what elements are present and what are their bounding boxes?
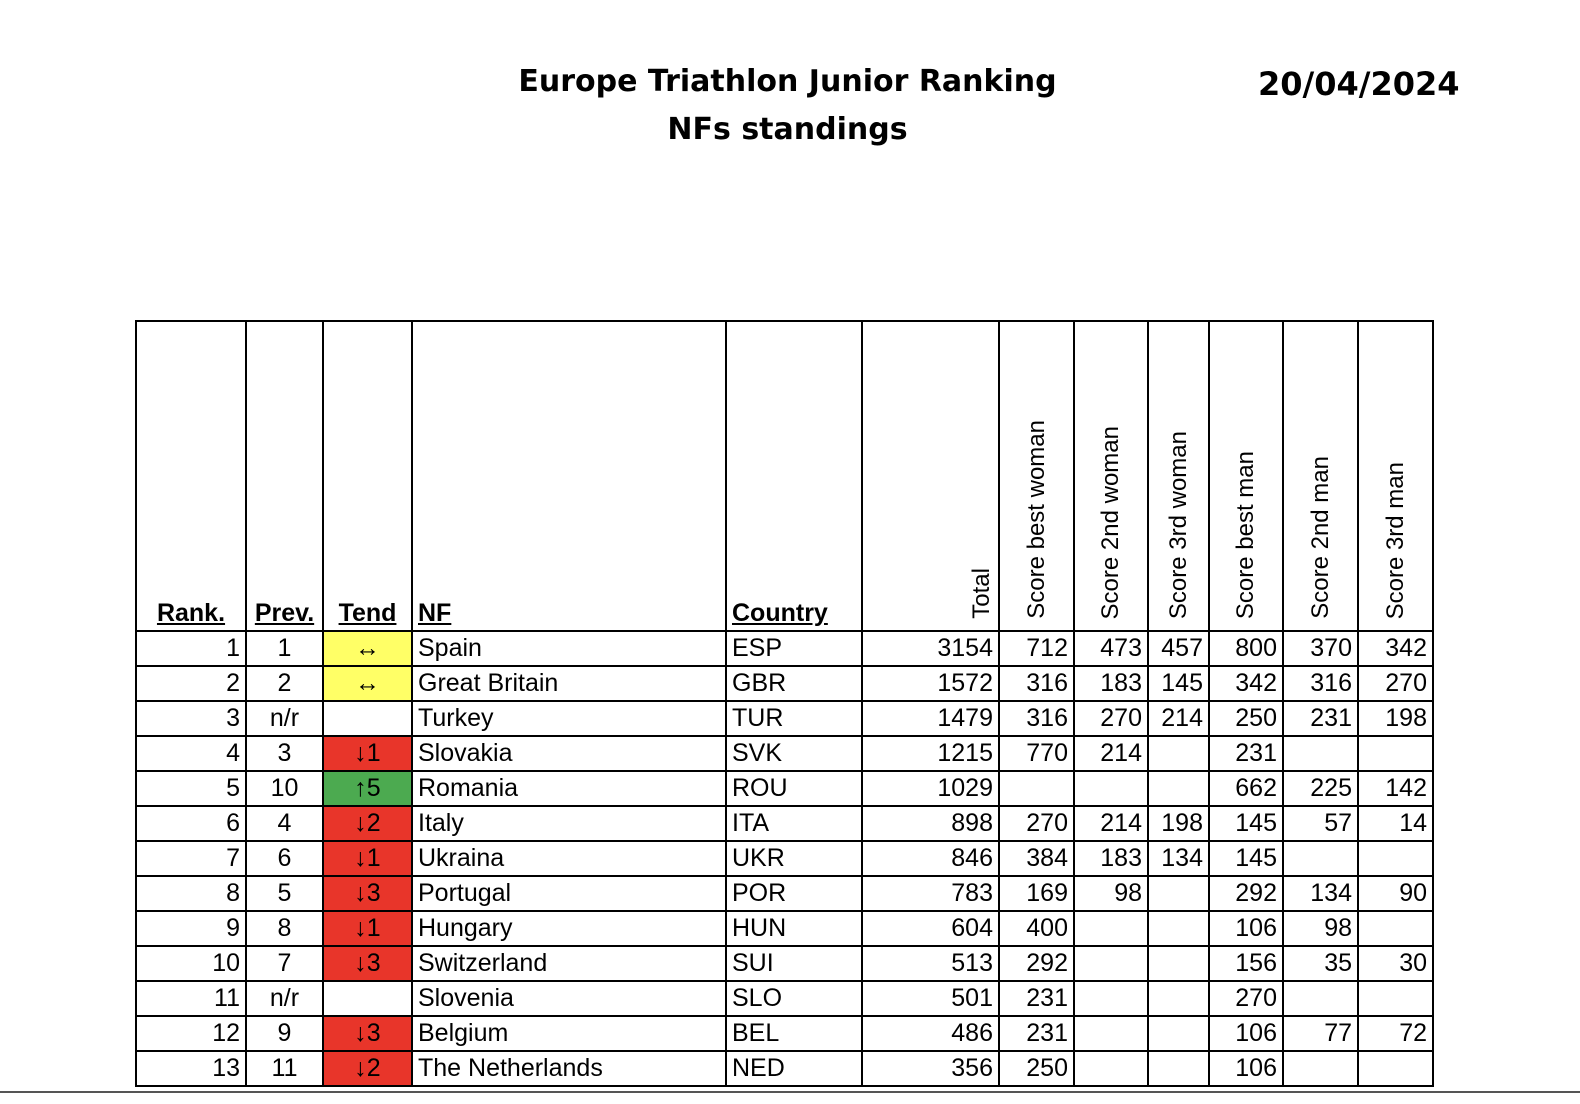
rank-cell: 3 [136, 701, 246, 736]
ranking-date: 20/04/2024 [1258, 65, 1460, 103]
country-cell: GBR [726, 666, 862, 701]
tend-cell: ↔ [323, 631, 412, 666]
score-best-woman-cell: 292 [999, 946, 1074, 981]
header-country: Country [726, 321, 862, 631]
score-3rd-man-cell: 14 [1358, 806, 1433, 841]
prev-cell: 11 [246, 1051, 323, 1086]
score-3rd-man-cell [1358, 1051, 1433, 1086]
score-2nd-man-cell: 57 [1283, 806, 1358, 841]
page-title: Europe Triathlon Junior Ranking [518, 64, 1057, 99]
tend-cell: ↓3 [323, 946, 412, 981]
header-prev: Prev. [246, 321, 323, 631]
tend-cell: ↓1 [323, 841, 412, 876]
score-2nd-woman-cell [1074, 1016, 1148, 1051]
score-best-man-cell: 250 [1209, 701, 1283, 736]
total-cell: 846 [862, 841, 999, 876]
header-row [136, 321, 1433, 631]
score-2nd-man-cell [1283, 736, 1358, 771]
total-cell: 356 [862, 1051, 999, 1086]
country-cell: POR [726, 876, 862, 911]
score-best-woman-cell: 316 [999, 666, 1074, 701]
score-3rd-woman-cell [1148, 771, 1209, 806]
prev-cell: 10 [246, 771, 323, 806]
rank-cell: 11 [136, 981, 246, 1016]
header-score-2nd-man: Score 2nd man [1283, 321, 1358, 631]
score-best-woman-cell: 316 [999, 701, 1074, 736]
score-3rd-woman-cell: 198 [1148, 806, 1209, 841]
score-best-woman-cell: 400 [999, 911, 1074, 946]
score-2nd-man-cell: 225 [1283, 771, 1358, 806]
nf-cell: Ukraina [412, 841, 726, 876]
country-cell: SUI [726, 946, 862, 981]
score-3rd-man-cell: 72 [1358, 1016, 1433, 1051]
score-2nd-woman-cell [1074, 911, 1148, 946]
score-2nd-woman-cell: 183 [1074, 666, 1148, 701]
score-best-woman-cell: 250 [999, 1051, 1074, 1086]
tend-cell [323, 981, 412, 1016]
score-3rd-man-cell: 142 [1358, 771, 1433, 806]
total-cell: 486 [862, 1016, 999, 1051]
prev-cell: 5 [246, 876, 323, 911]
nf-cell: Portugal [412, 876, 726, 911]
table-row [136, 911, 1433, 946]
score-best-woman-cell: 169 [999, 876, 1074, 911]
score-2nd-man-cell: 370 [1283, 631, 1358, 666]
score-2nd-man-cell [1283, 841, 1358, 876]
prev-cell: 4 [246, 806, 323, 841]
score-best-man-cell: 156 [1209, 946, 1283, 981]
nf-cell: Belgium [412, 1016, 726, 1051]
tend-cell: ↔ [323, 666, 412, 701]
score-best-man-cell: 145 [1209, 841, 1283, 876]
score-2nd-man-cell: 35 [1283, 946, 1358, 981]
score-2nd-woman-cell: 473 [1074, 631, 1148, 666]
rank-cell: 9 [136, 911, 246, 946]
score-3rd-man-cell [1358, 736, 1433, 771]
country-cell: HUN [726, 911, 862, 946]
country-cell: NED [726, 1051, 862, 1086]
table-row [136, 666, 1433, 701]
score-3rd-man-cell [1358, 841, 1433, 876]
country-cell: ESP [726, 631, 862, 666]
nf-cell: Turkey [412, 701, 726, 736]
score-3rd-woman-cell: 214 [1148, 701, 1209, 736]
score-best-woman-cell: 384 [999, 841, 1074, 876]
table-row [136, 946, 1433, 981]
table-row [136, 981, 1433, 1016]
rank-cell: 5 [136, 771, 246, 806]
score-2nd-woman-cell: 214 [1074, 736, 1148, 771]
tend-cell: ↓2 [323, 1051, 412, 1086]
country-cell: TUR [726, 701, 862, 736]
page-edge-divider [0, 1091, 1580, 1093]
score-2nd-woman-cell [1074, 1051, 1148, 1086]
tend-cell: ↓1 [323, 911, 412, 946]
score-2nd-woman-cell [1074, 771, 1148, 806]
nf-cell: Romania [412, 771, 726, 806]
score-2nd-woman-cell: 98 [1074, 876, 1148, 911]
prev-cell: n/r [246, 981, 323, 1016]
score-best-man-cell: 106 [1209, 1051, 1283, 1086]
score-2nd-woman-cell [1074, 981, 1148, 1016]
prev-cell: 3 [246, 736, 323, 771]
table-row [136, 701, 1433, 736]
nf-cell: Slovenia [412, 981, 726, 1016]
score-best-man-cell: 106 [1209, 911, 1283, 946]
country-cell: SLO [726, 981, 862, 1016]
score-3rd-woman-cell: 457 [1148, 631, 1209, 666]
score-3rd-woman-cell [1148, 981, 1209, 1016]
prev-cell: 2 [246, 666, 323, 701]
score-3rd-woman-cell [1148, 736, 1209, 771]
nf-cell: Hungary [412, 911, 726, 946]
score-best-man-cell: 800 [1209, 631, 1283, 666]
table-row [136, 771, 1433, 806]
standings-table [135, 320, 1434, 1087]
nf-cell: Spain [412, 631, 726, 666]
nf-cell: Italy [412, 806, 726, 841]
score-2nd-man-cell [1283, 981, 1358, 1016]
prev-cell: 6 [246, 841, 323, 876]
score-best-woman-cell: 712 [999, 631, 1074, 666]
tend-cell: ↓3 [323, 876, 412, 911]
score-best-man-cell: 145 [1209, 806, 1283, 841]
score-best-man-cell: 270 [1209, 981, 1283, 1016]
header-score-2nd-woman: Score 2nd woman [1074, 321, 1148, 631]
score-3rd-man-cell [1358, 981, 1433, 1016]
prev-cell: n/r [246, 701, 323, 736]
nf-cell: Switzerland [412, 946, 726, 981]
score-2nd-woman-cell [1074, 946, 1148, 981]
tend-cell: ↓1 [323, 736, 412, 771]
header-score-3rd-man: Score 3rd man [1358, 321, 1433, 631]
score-3rd-man-cell: 30 [1358, 946, 1433, 981]
header-score-best-woman: Score best woman [999, 321, 1074, 631]
total-cell: 1029 [862, 771, 999, 806]
score-3rd-woman-cell [1148, 1051, 1209, 1086]
score-2nd-woman-cell: 214 [1074, 806, 1148, 841]
score-best-woman-cell: 231 [999, 1016, 1074, 1051]
score-3rd-woman-cell: 145 [1148, 666, 1209, 701]
table-row [136, 1016, 1433, 1051]
prev-cell: 7 [246, 946, 323, 981]
header-tend: Tend [323, 321, 412, 631]
prev-cell: 9 [246, 1016, 323, 1051]
total-cell: 783 [862, 876, 999, 911]
score-2nd-woman-cell: 270 [1074, 701, 1148, 736]
score-best-man-cell: 231 [1209, 736, 1283, 771]
score-3rd-man-cell: 198 [1358, 701, 1433, 736]
score-2nd-man-cell: 134 [1283, 876, 1358, 911]
score-3rd-woman-cell [1148, 1016, 1209, 1051]
total-cell: 1215 [862, 736, 999, 771]
score-3rd-man-cell: 270 [1358, 666, 1433, 701]
score-best-woman-cell [999, 771, 1074, 806]
rank-cell: 13 [136, 1051, 246, 1086]
score-best-woman-cell: 770 [999, 736, 1074, 771]
score-best-woman-cell: 231 [999, 981, 1074, 1016]
nf-cell: Slovakia [412, 736, 726, 771]
tend-cell: ↑5 [323, 771, 412, 806]
score-3rd-man-cell: 90 [1358, 876, 1433, 911]
score-3rd-woman-cell: 134 [1148, 841, 1209, 876]
score-2nd-man-cell: 231 [1283, 701, 1358, 736]
score-3rd-woman-cell [1148, 946, 1209, 981]
prev-cell: 8 [246, 911, 323, 946]
page-subtitle: NFs standings [667, 112, 908, 147]
header-score-best-man: Score best man [1209, 321, 1283, 631]
score-2nd-man-cell: 77 [1283, 1016, 1358, 1051]
header-nf: NF [412, 321, 726, 631]
rank-cell: 2 [136, 666, 246, 701]
score-2nd-man-cell [1283, 1051, 1358, 1086]
table-row [136, 736, 1433, 771]
score-3rd-man-cell [1358, 911, 1433, 946]
nf-cell: Great Britain [412, 666, 726, 701]
tend-cell: ↓3 [323, 1016, 412, 1051]
header-rank: Rank. [136, 321, 246, 631]
total-cell: 604 [862, 911, 999, 946]
score-best-man-cell: 106 [1209, 1016, 1283, 1051]
total-cell: 3154 [862, 631, 999, 666]
score-3rd-woman-cell [1148, 911, 1209, 946]
table-row [136, 806, 1433, 841]
total-cell: 513 [862, 946, 999, 981]
score-2nd-man-cell: 98 [1283, 911, 1358, 946]
tend-cell [323, 701, 412, 736]
score-best-man-cell: 342 [1209, 666, 1283, 701]
score-3rd-man-cell: 342 [1358, 631, 1433, 666]
nf-cell: The Netherlands [412, 1051, 726, 1086]
table-row [136, 631, 1433, 666]
rank-cell: 6 [136, 806, 246, 841]
score-best-man-cell: 662 [1209, 771, 1283, 806]
score-best-woman-cell: 270 [999, 806, 1074, 841]
table-row [136, 841, 1433, 876]
rank-cell: 1 [136, 631, 246, 666]
header-total: Total [862, 321, 999, 631]
country-cell: ITA [726, 806, 862, 841]
prev-cell: 1 [246, 631, 323, 666]
header-score-3rd-woman: Score 3rd woman [1148, 321, 1209, 631]
total-cell: 1572 [862, 666, 999, 701]
score-3rd-woman-cell [1148, 876, 1209, 911]
score-best-man-cell: 292 [1209, 876, 1283, 911]
table-row [136, 1051, 1433, 1086]
country-cell: ROU [726, 771, 862, 806]
rank-cell: 12 [136, 1016, 246, 1051]
total-cell: 898 [862, 806, 999, 841]
total-cell: 501 [862, 981, 999, 1016]
table-row [136, 876, 1433, 911]
tend-cell: ↓2 [323, 806, 412, 841]
score-2nd-woman-cell: 183 [1074, 841, 1148, 876]
country-cell: BEL [726, 1016, 862, 1051]
total-cell: 1479 [862, 701, 999, 736]
rank-cell: 8 [136, 876, 246, 911]
rank-cell: 7 [136, 841, 246, 876]
score-2nd-man-cell: 316 [1283, 666, 1358, 701]
rank-cell: 10 [136, 946, 246, 981]
country-cell: UKR [726, 841, 862, 876]
country-cell: SVK [726, 736, 862, 771]
rank-cell: 4 [136, 736, 246, 771]
